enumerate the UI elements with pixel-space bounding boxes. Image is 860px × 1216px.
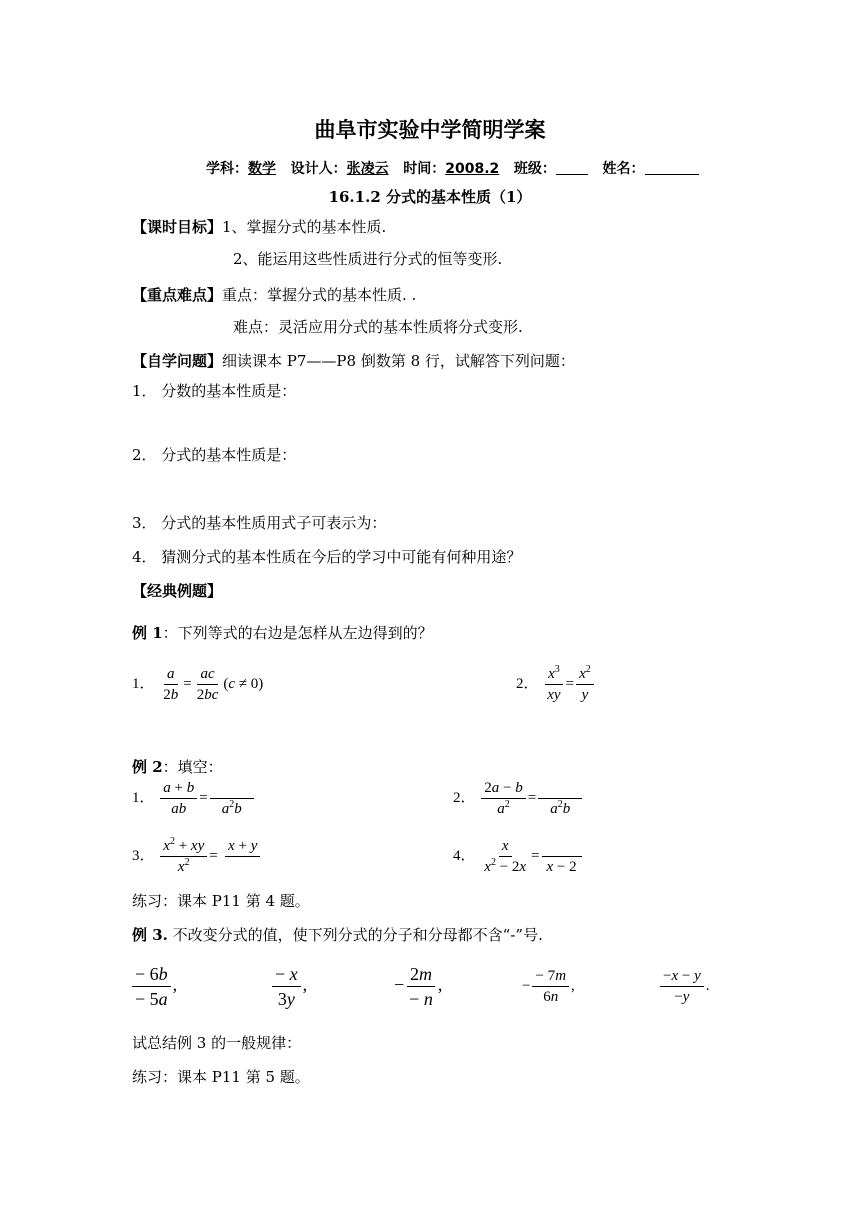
self-study-question: 4． 猜测分式的基本性质在今后的学习中可能有何种用途？ — [132, 548, 522, 566]
name-label: 姓名： — [602, 161, 645, 177]
example-3-formula-3: − $\frac{2m}{- n}$ , — [394, 964, 443, 1009]
practice-1: 练习：课本 P11 第 4 题。 — [132, 892, 310, 910]
example-2-formula-4: 4． $\frac{x}{x^2 - 2x}$ = x − 2 — [453, 836, 584, 877]
class-blank[interactable] — [556, 160, 588, 175]
example-3-text: 不改变分式的值，使下列分式的分子和分母都不含“-”号. — [167, 926, 543, 944]
example-3-summary: 试总结例 3 的一般规律： — [132, 1034, 302, 1052]
lesson-subtitle: 16.1.2 分式的基本性质（1） — [328, 188, 532, 206]
blank-numerator[interactable] — [210, 778, 254, 799]
page-title: 曲阜市实验中学简明学案 — [314, 118, 546, 142]
formula-number: 3． — [132, 847, 155, 864]
example-2-label: 例 2 — [132, 758, 163, 776]
designer-value: 张凌云 — [346, 161, 389, 177]
objective-item: 1、掌握分式的基本性质. — [222, 218, 387, 236]
difficulty-point: 难点：灵活应用分式的基本性质将分式变形. — [233, 318, 523, 336]
subject-label: 学科： — [206, 161, 248, 177]
blank-denominator[interactable] — [220, 857, 266, 877]
example-1-label: 例 1 — [132, 624, 163, 642]
formula-number: 4． — [453, 847, 476, 864]
class-label: 班级： — [513, 161, 556, 177]
example-2-formula-2: 2． $\frac{2a - b}{a^2}$ = $a^2b$ — [453, 778, 584, 819]
examples-label: 【经典例题】 — [132, 582, 223, 600]
time-label: 时间： — [403, 161, 446, 177]
self-study-question: 3． 分式的基本性质用式子可表示为： — [132, 514, 387, 532]
example-3-formula-4: − $\frac{- 7m}{6n}$ , — [522, 968, 575, 1005]
example-2-text: ：填空： — [162, 758, 223, 776]
example-3-label: 例 3. — [132, 926, 168, 944]
self-study-label: 【自学问题】 — [132, 352, 223, 370]
key-points-line — [132, 284, 416, 305]
blank-numerator[interactable] — [542, 836, 582, 857]
objective-item: 2、能运用这些性质进行分式的恒等变形. — [233, 250, 503, 268]
example-1-text: ：下列等式的右边是怎样从左边得到的？ — [162, 624, 433, 642]
practice-2: 练习：课本 P11 第 5 题。 — [132, 1068, 310, 1086]
header-meta — [206, 158, 699, 178]
example-2-heading — [132, 756, 223, 777]
objectives-line-1 — [132, 216, 386, 237]
example-3-formula-1: $\frac{- 6b}{- 5a}$ , — [130, 962, 177, 1011]
self-study-line — [132, 350, 575, 371]
name-blank[interactable] — [645, 160, 699, 175]
example-1-heading — [132, 622, 433, 643]
blank-numerator[interactable] — [538, 778, 582, 799]
formula-number: 2． — [453, 789, 476, 806]
example-3-formula-2: $\frac{- x}{3y}$ , — [270, 962, 307, 1011]
formula-number: 2． — [516, 675, 539, 692]
example-1-formula-1: 1． $\frac{a}{2b}$ = $\frac{ac}{2bc}$ (c ≠ 0) — [132, 666, 264, 703]
self-study-intro: 细读课本 P7——P8 倒数第 8 行，试解答下列问题： — [222, 352, 575, 370]
example-2-formula-3: 3． $\frac{x^2 + xy}{x^2}$ = x + y — [132, 836, 268, 877]
example-3-heading — [132, 924, 543, 945]
time-value: 2008.2 — [445, 161, 500, 177]
objectives-label: 【课时目标】 — [132, 218, 223, 236]
example-3-formula-5: $\frac{-x - y}{-y}$ . — [658, 966, 710, 1007]
example-2-formula-1: 1． $\frac{a + b}{ab}$ = $a^2b$ — [132, 778, 256, 819]
formula-number: 1． — [132, 675, 155, 692]
self-study-question: 2． 分式的基本性质是： — [132, 446, 297, 464]
key-points-label: 【重点难点】 — [132, 286, 223, 304]
subject-value: 数学 — [248, 161, 276, 177]
key-point: 重点：掌握分式的基本性质. . — [222, 286, 417, 304]
formula-number: 1． — [132, 789, 155, 806]
designer-label: 设计人： — [290, 161, 347, 177]
self-study-question: 1． 分数的基本性质是： — [132, 382, 297, 400]
example-1-formula-2: 2． $\frac{x^3}{xy}$ = $\frac{x^2}{y}$ — [516, 664, 596, 705]
